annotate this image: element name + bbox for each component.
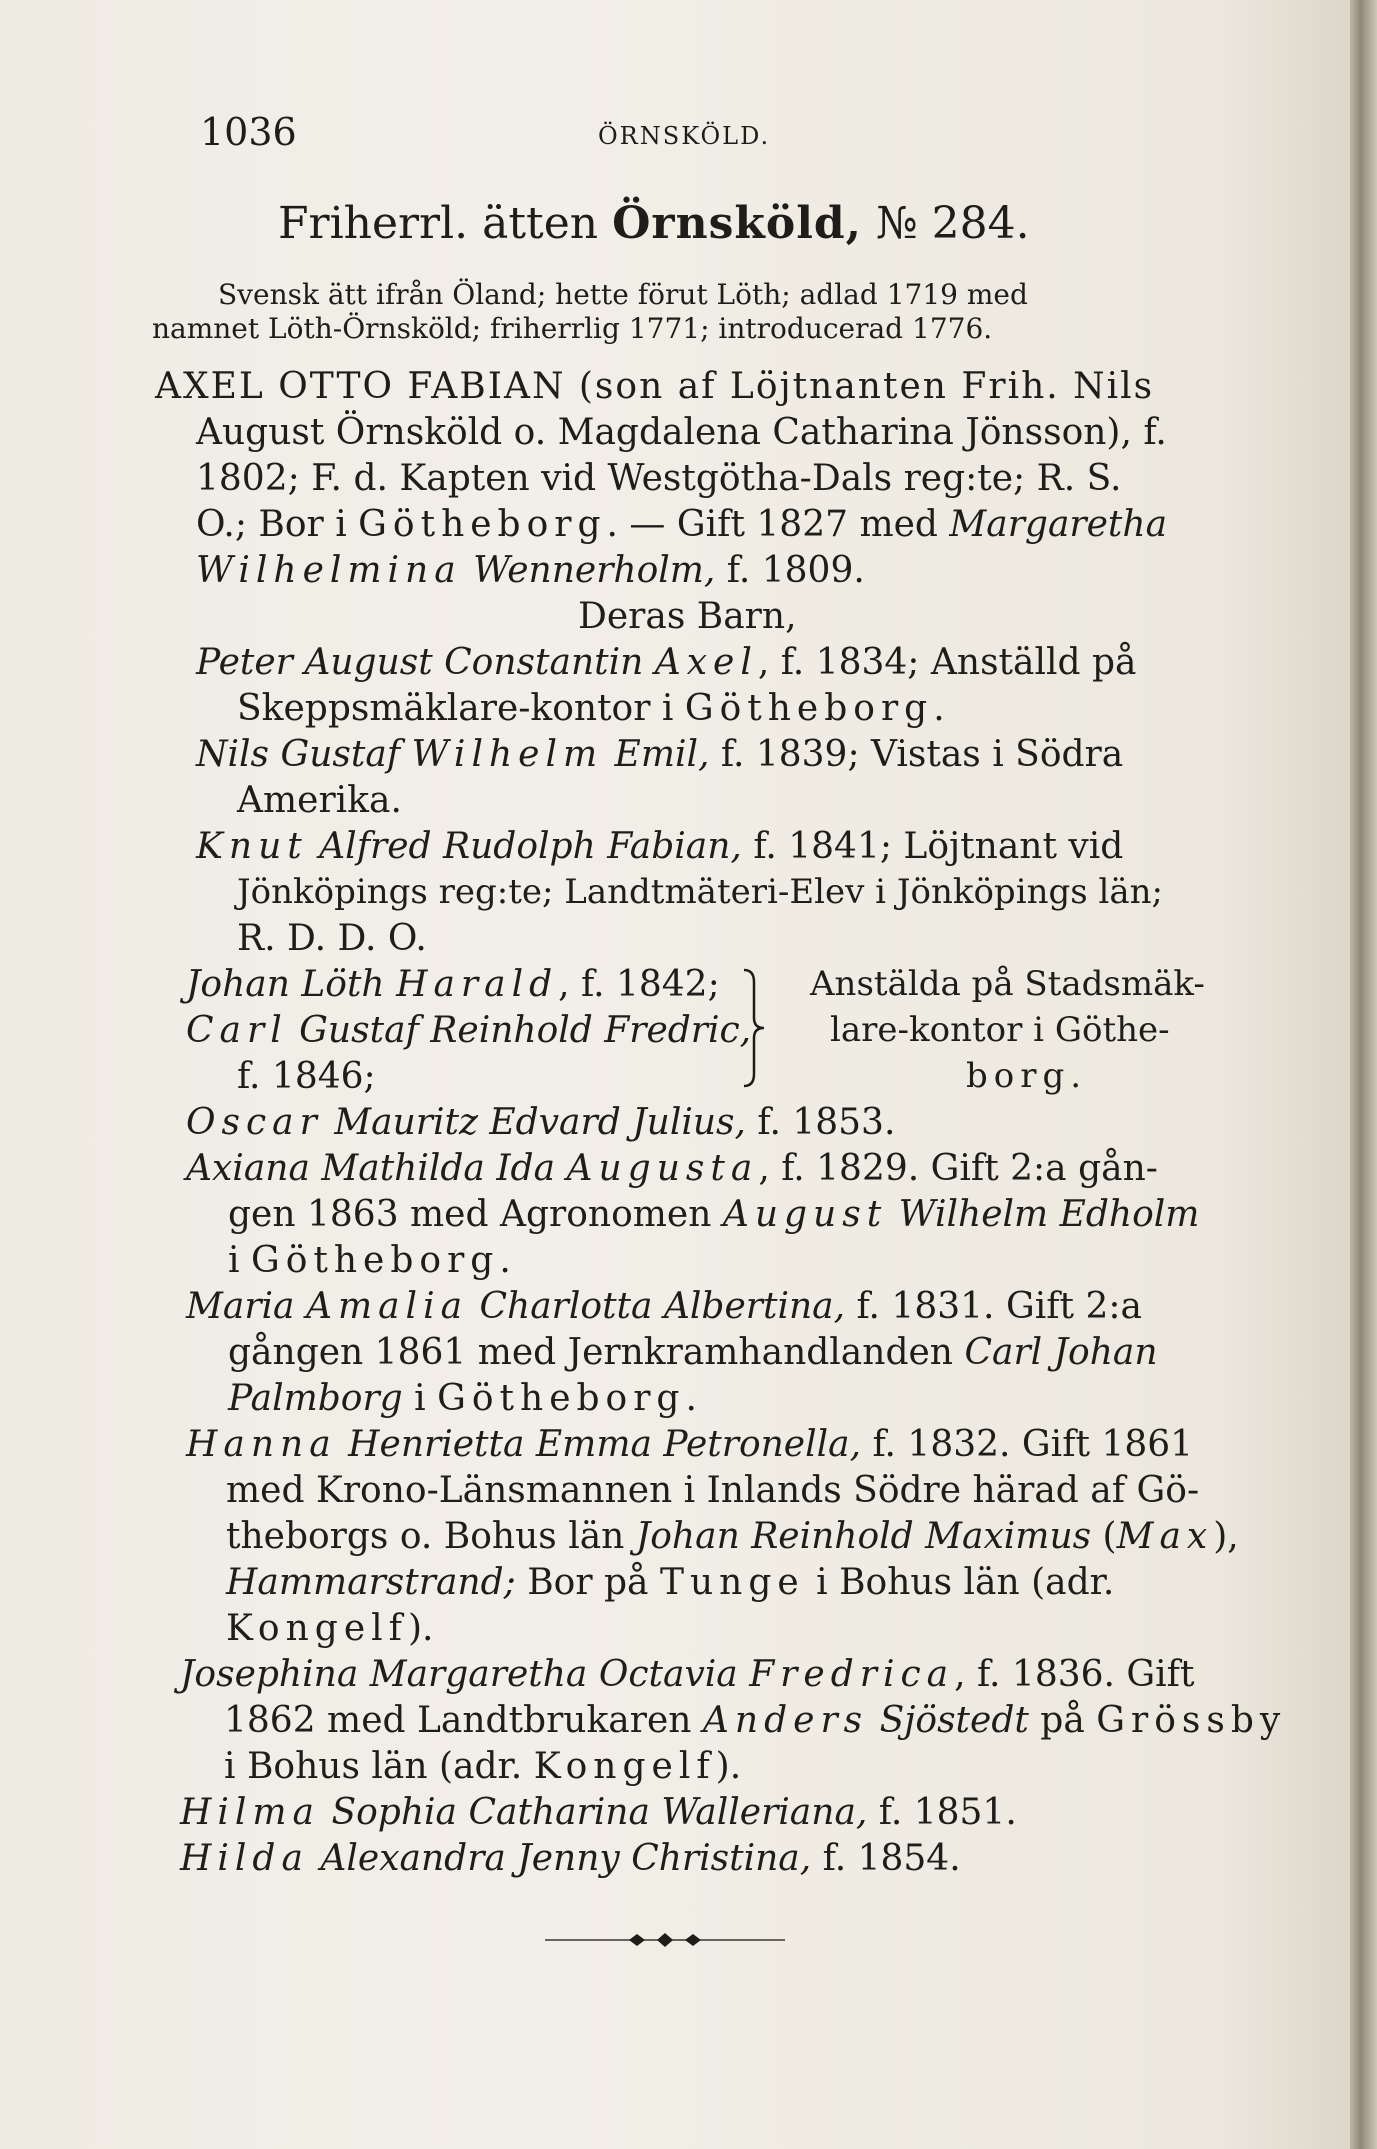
main-entry-line-4: O.; Bor i Götheborg. — Gift 1827 med Margaretha: [196, 504, 1168, 545]
shared-note-line-1: Anstälda på Stadsmäk-: [810, 964, 1205, 1004]
child-5-line-2: f. 1846;: [237, 1056, 376, 1097]
ornament-divider: [545, 1925, 785, 1955]
child-3-line-3: R. D. D. O.: [237, 918, 427, 959]
title-family-name: Örnsköld,: [612, 198, 862, 249]
child-1-line-2: Skeppsmäklare-kontor i Götheborg.: [237, 688, 945, 729]
child-5-line-1: Carl Gustaf Reinhold Fredric,: [186, 1010, 752, 1051]
child-9-line-4: Hammarstrand; Bor på Tunge i Bohus län (adr.: [226, 1562, 1115, 1603]
page-title: [278, 198, 1030, 249]
main-entry-line-2: August Örnsköld o. Magdalena Catharina Jönsson), f.: [196, 412, 1167, 453]
child-12-line: Hilda Alexandra Jenny Christina, f. 1854.: [180, 1838, 961, 1879]
child-11-line: Hilma Sophia Catharina Walleriana, f. 1851.: [180, 1792, 1017, 1833]
child-9-line-3: theborgs o. Bohus län Johan Reinhold Maximus (Max),: [226, 1516, 1239, 1557]
child-7-line-3: i Götheborg.: [228, 1240, 511, 1281]
running-title: ÖRNSKÖLD.: [598, 122, 771, 150]
children-heading: Deras Barn,: [578, 596, 797, 637]
intro-line-2: namnet Löth-Örnsköld; friherrlig 1771; introducerad 1776.: [152, 312, 993, 345]
brace-bracket: [740, 968, 770, 1088]
child-10-line-2: 1862 med Landtbrukaren Anders Sjöstedt på Grössby: [224, 1700, 1287, 1741]
child-8-line-3: Palmborg i Götheborg.: [228, 1378, 697, 1419]
book-spine-edge: [1350, 0, 1377, 2149]
main-entry-line-1: AXEL OTTO FABIAN (son af Löjtnanten Frih. Nils: [155, 366, 1155, 407]
child-7-line-2: gen 1863 med Agronomen August Wilhelm Edholm: [228, 1194, 1200, 1235]
child-8-line-1: Maria Amalia Charlotta Albertina, f. 1831. Gift 2:a: [186, 1286, 1142, 1327]
title-number: № 284.: [862, 198, 1030, 249]
child-10-line-1: Josephina Margaretha Octavia Fredrica, f. 1836. Gift: [180, 1654, 1195, 1695]
child-6-line: Oscar Mauritz Edvard Julius, f. 1853.: [186, 1102, 896, 1143]
child-7-line-1: Axiana Mathilda Ida Augusta, f. 1829. Gift 2:a gån-: [186, 1148, 1158, 1189]
child-2-line-2: Amerika.: [237, 780, 402, 821]
child-4-line: Johan Löth Harald, f. 1842;: [186, 964, 720, 1005]
page-number: 1036: [200, 110, 297, 154]
main-entry-line-3: 1802; F. d. Kapten vid Westgötha-Dals reg:te; R. S.: [196, 458, 1122, 499]
child-3-line-2: Jönköpings reg:te; Landtmäteri-Elev i Jönköpings län;: [237, 872, 1163, 912]
child-9-line-2: med Krono-Länsmannen i Inlands Södre härad af Gö-: [226, 1470, 1200, 1511]
child-2-line-1: Nils Gustaf Wilhelm Emil, f. 1839; Vistas i Södra: [196, 734, 1124, 775]
intro-line-1: Svensk ätt ifrån Öland; hette förut Löth; adlad 1719 med: [218, 278, 1028, 311]
child-9-line-1: Hanna Henrietta Emma Petronella, f. 1832. Gift 1861: [186, 1424, 1194, 1465]
child-10-line-3: i Bohus län (adr. Kongelf).: [224, 1746, 742, 1787]
child-8-line-2: gången 1861 med Jernkramhandlanden Carl Johan: [228, 1332, 1158, 1373]
main-entry-line-5: Wilhelmina Wennerholm, f. 1809.: [196, 550, 865, 591]
child-1-line-1: Peter August Constantin Axel, f. 1834; Anställd på: [196, 642, 1137, 683]
shared-note-line-3: borg.: [966, 1056, 1088, 1096]
child-3-line-1: Knut Alfred Rudolph Fabian, f. 1841; Löjtnant vid: [196, 826, 1124, 867]
child-9-line-5: Kongelf).: [226, 1608, 434, 1649]
title-prefix: Friherrl. ätten: [278, 198, 613, 249]
shared-note-line-2: lare-kontor i Göthe-: [830, 1010, 1170, 1050]
